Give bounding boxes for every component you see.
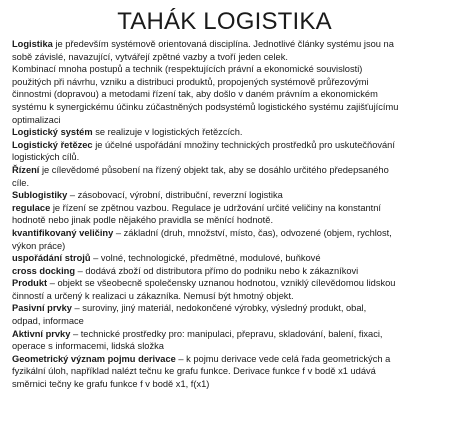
line-text: hodnotě nebo jinak podle nějakého pravidla se měnící hodnotě. — [12, 215, 274, 226]
document-title: TAHÁK LOGISTIKA — [117, 8, 332, 35]
line-text: je především systémově orientovaná disciplína. Jednotlivé články systému jsou na — [52, 39, 394, 49]
term-label: regulace — [12, 202, 51, 213]
text-line — [12, 290, 448, 303]
term-label: Geometrický význam pojmu derivace — [12, 353, 176, 364]
text-line — [12, 378, 448, 391]
paragraph — [12, 126, 448, 139]
paragraph — [12, 189, 448, 202]
line-text: použitých při návrhu, vzniku a distribuci produktů, propojených systémově průřezovými — [12, 76, 369, 87]
line-text: optimalizaci — [12, 114, 61, 125]
text-line — [12, 227, 448, 240]
text-line — [12, 277, 448, 290]
term-label: Řízení — [12, 164, 40, 175]
paragraph — [12, 38, 448, 126]
line-text: výkon práce) — [12, 240, 66, 251]
text-line — [12, 189, 448, 202]
line-text: Kombinací mnoha postupů a technik (respektujících právní a ekonomické souvislosti) — [12, 64, 363, 75]
term-label: Pasivní prvky — [12, 303, 72, 314]
line-text: – objekt se všeobecně společensky uznanou hodnotou, vzniklý cílevědomou lidskou — [47, 278, 396, 289]
line-text: je cílevědomé působení na řízený objekt tak, aby se dosáhlo určitého předepsaného — [39, 164, 389, 175]
line-text: směrnici tečny ke grafu funkce f v bodě x1, f(x1) — [12, 379, 210, 390]
line-text: odpad, informace — [12, 316, 84, 327]
text-line — [12, 139, 448, 152]
line-text: cíle. — [12, 177, 30, 188]
paragraph — [12, 139, 448, 164]
text-line — [12, 340, 448, 353]
text-line — [12, 76, 448, 89]
text-line — [12, 151, 448, 164]
line-text: sobě závislé, navazující, vytvářejí zpětné vazby a tvoří jeden celek. — [12, 51, 288, 62]
line-text: – dodává zboží od distributora přímo do podniku nebo k zákazníkovi — [75, 265, 359, 276]
text-line — [12, 365, 448, 378]
text-line — [12, 353, 448, 366]
term-label: Produkt — [12, 278, 48, 289]
line-text: se realizuje v logistických řetězcích. — [92, 127, 243, 138]
paragraph — [12, 227, 448, 252]
text-line — [12, 164, 448, 177]
document-body — [12, 38, 448, 391]
paragraph — [12, 252, 448, 265]
line-text: je účelné uspořádání množiny technických prostředků pro uskutečňování — [92, 139, 395, 150]
text-line — [12, 114, 448, 127]
line-text: systému k synergickému účinku zúčastněných podsystémů logistického systému zajišťujícímu — [12, 101, 399, 112]
term-label: uspořádání strojů — [12, 253, 91, 264]
text-line — [12, 265, 448, 278]
line-text: – základní (druh, množství, místo, čas), odvozené (objem, rychlost, — [113, 227, 392, 238]
line-text: – volné, technologické, předmětné, modulové, buňkové — [90, 253, 321, 264]
text-line — [12, 202, 448, 215]
term-label: Logistika — [12, 39, 53, 49]
term-label: Sublogistiky — [12, 190, 68, 201]
text-line — [12, 126, 448, 139]
text-line — [12, 302, 448, 315]
paragraph — [12, 277, 448, 302]
line-text: činností a určený k realizaci u zákazníka. Nemusí být hmotný objekt. — [12, 290, 294, 301]
line-text: – k pojmu derivace vede celá řada geometrických a — [175, 353, 391, 364]
text-line — [12, 51, 448, 64]
text-line — [12, 38, 448, 51]
term-label: Logistický systém — [12, 127, 93, 138]
term-label: kvantifikovaný veličiny — [12, 227, 114, 238]
line-text: logistických cílů. — [12, 152, 80, 163]
line-text: – technické prostředky pro: manipulaci, přepravu, skladování, balení, fixaci, — [70, 328, 383, 339]
term-label: cross docking — [12, 265, 76, 276]
text-line — [12, 240, 448, 253]
text-line — [12, 63, 448, 76]
text-line — [12, 88, 448, 101]
paragraph — [12, 202, 448, 227]
line-text: operace s informacemi, lidská složka — [12, 341, 164, 352]
text-line — [12, 328, 448, 341]
text-line — [12, 252, 448, 265]
text-line — [12, 177, 448, 190]
paragraph — [12, 353, 448, 391]
paragraph — [12, 328, 448, 353]
text-line — [12, 214, 448, 227]
line-text: činnostmi (dopravou) a metodami řízení tak, aby došlo v daném právním a ekonomickém — [12, 89, 378, 100]
line-text: – zásobovací, výrobní, distribuční, reverzní logistika — [67, 190, 283, 201]
text-line — [12, 101, 448, 114]
paragraph — [12, 302, 448, 327]
paragraph — [12, 164, 448, 189]
text-line — [12, 315, 448, 328]
line-text: fyzikální úloh, například nalézt tečnu ke grafu funkce. Derivace funkce f v bodě x1 udává — [12, 366, 376, 377]
paragraph — [12, 265, 448, 278]
line-text: je řízení se zpětnou vazbou. Regulace je udržování určité veličiny na konstantní — [50, 202, 381, 213]
term-label: Logistický řetězec — [12, 139, 93, 150]
line-text: – suroviny, jiný materiál, nedokončené výrobky, výsledný produkt, obal, — [71, 303, 367, 314]
term-label: Aktivní prvky — [12, 328, 71, 339]
